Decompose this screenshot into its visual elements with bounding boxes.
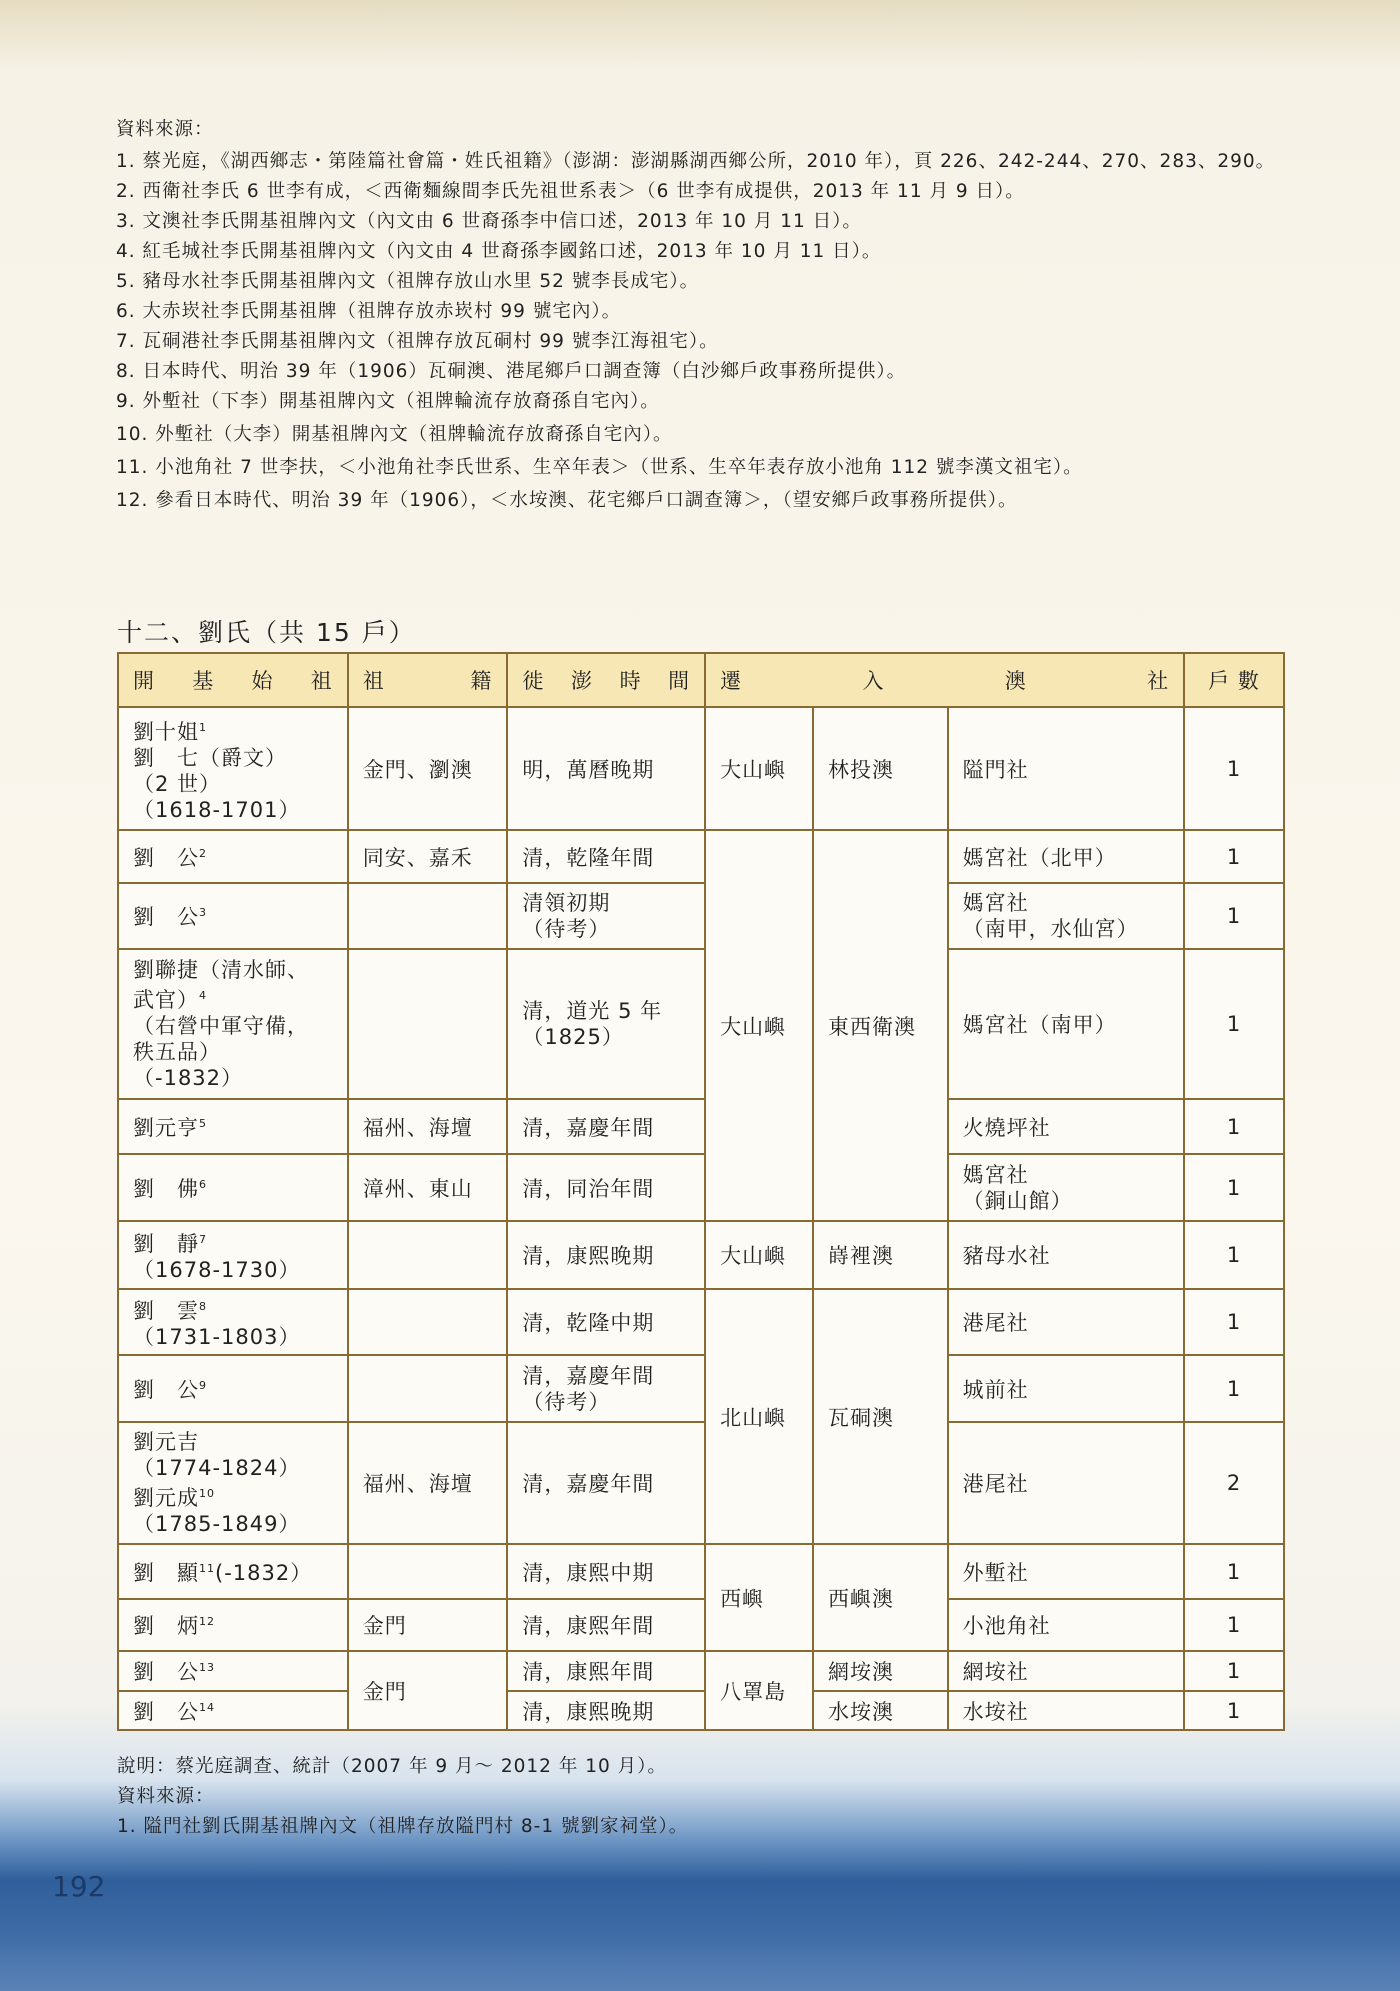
explanation-note: 說明：蔡光庭調查、統計（2007 年 9 月～ 2012 年 10 月）。 (117, 1756, 667, 1777)
period-cell: 清，康熙晚期 (507, 1221, 705, 1289)
count-cell: 1 (1184, 1691, 1284, 1730)
origin-cell (348, 1221, 508, 1289)
origin-cell: 金門 (348, 1651, 508, 1730)
ao-cell: 嵵裡澳 (813, 1221, 948, 1289)
ao-cell: 西嶼澳 (813, 1544, 948, 1651)
founder-cell: 劉元亨$^5$ (118, 1099, 348, 1154)
founder-cell: 劉 靜$^7$ （1678-1730） (118, 1221, 348, 1289)
island-cell: 大山嶼 (705, 1221, 813, 1289)
she-cell: 城前社 (948, 1355, 1184, 1422)
she-cell: 媽宮社 （銅山館） (948, 1154, 1184, 1221)
section-title: 十二、劉氏（共 15 戶） (117, 618, 416, 647)
she-cell: 豬母水社 (948, 1221, 1184, 1289)
she-cell: 水垵社 (948, 1691, 1184, 1730)
island-cell: 大山嶼 (705, 707, 813, 830)
founder-cell: 劉 公$^{14}$ (118, 1691, 348, 1730)
period-cell: 清，嘉慶年間 (507, 1422, 705, 1544)
period-cell: 清，嘉慶年間 (507, 1099, 705, 1154)
ao-cell: 水垵澳 (813, 1691, 948, 1730)
she-cell: 港尾社 (948, 1289, 1184, 1355)
table-row (118, 1221, 1284, 1289)
count-cell: 1 (1184, 1154, 1284, 1221)
page-number: 192 (52, 1870, 106, 1903)
ao-cell: 瓦硐澳 (813, 1289, 948, 1544)
source-item: 11. 小池角社 7 世李扶，＜小池角社李氏世系、生卒年表＞（世系、生卒年表存放小池角 112 號李漢文祖宅）。 (116, 457, 1083, 478)
origin-cell: 福州、海壇 (348, 1099, 508, 1154)
source-item: 3. 文澳社李氏開基祖牌內文（內文由 6 世裔孫李中信口述，2013 年 10 月 11 日）。 (116, 211, 862, 232)
source-item: 2. 西衛社李氏 6 世李有成，＜西衛麵線間李氏先祖世系表＞（6 世李有成提供，2013 年 11 月 9 日）。 (116, 181, 1025, 202)
founder-cell: 劉 公$^2$ (118, 830, 348, 883)
period-cell: 清，道光 5 年 （1825） (507, 949, 705, 1099)
notes-sources-header: 資料來源： (117, 1786, 215, 1807)
notes-source-item: 1. 隘門社劉氏開基祖牌內文（祖牌存放隘門村 8-1 號劉家祠堂）。 (117, 1816, 689, 1837)
period-cell: 清領初期 （待考） (507, 883, 705, 949)
table-header-row (118, 653, 1284, 707)
founder-cell: 劉 公$^9$ (118, 1355, 348, 1422)
period-cell: 清，康熙中期 (507, 1544, 705, 1599)
period-cell: 清，嘉慶年間 （待考） (507, 1355, 705, 1422)
period-cell: 清，康熙年間 (507, 1599, 705, 1651)
she-cell: 媽宮社（北甲） (948, 830, 1184, 883)
count-cell: 2 (1184, 1422, 1284, 1544)
table-row (118, 830, 1284, 883)
she-cell: 媽宮社 （南甲，水仙宮） (948, 883, 1184, 949)
count-cell: 1 (1184, 1289, 1284, 1355)
founder-cell: 劉 公$^{13}$ (118, 1651, 348, 1691)
she-cell: 媽宮社（南甲） (948, 949, 1184, 1099)
source-item: 6. 大赤崁社李氏開基祖牌（祖牌存放赤崁村 99 號宅內）。 (116, 301, 622, 322)
founder-cell: 劉元吉 （1774-1824） 劉元成$^{10}$ （1785-1849） (118, 1422, 348, 1544)
island-cell: 大山嶼 (705, 830, 813, 1221)
table-row (118, 1651, 1284, 1691)
founder-cell: 劉 炳$^{12}$ (118, 1599, 348, 1651)
founder-cell: 劉 公$^3$ (118, 883, 348, 949)
origin-cell: 漳州、東山 (348, 1154, 508, 1221)
table-row (118, 707, 1284, 830)
count-cell: 1 (1184, 1221, 1284, 1289)
header-origin: 祖 籍 (348, 653, 508, 707)
founder-cell: 劉聯捷（清水師、 武官）$^4$ （右營中軍守備， 秩五品） （-1832） (118, 949, 348, 1099)
founder-cell: 劉 雲$^8$ （1731-1803） (118, 1289, 348, 1355)
header-migrate: 遷 入 澳 社 (705, 653, 1184, 707)
source-item: 8. 日本時代、明治 39 年（1906）瓦硐澳、港尾鄉戶口調查簿（白沙鄉戶政事務所提供）。 (116, 361, 907, 382)
count-cell: 1 (1184, 1544, 1284, 1599)
ao-cell: 東西衛澳 (813, 830, 948, 1221)
period-cell: 清，同治年間 (507, 1154, 705, 1221)
she-cell: 小池角社 (948, 1599, 1184, 1651)
ao-cell: 林投澳 (813, 707, 948, 830)
origin-cell (348, 949, 508, 1099)
table-row (118, 1289, 1284, 1355)
period-cell: 清，乾隆年間 (507, 830, 705, 883)
origin-cell (348, 1289, 508, 1355)
count-cell: 1 (1184, 830, 1284, 883)
sources-block (116, 115, 1296, 516)
source-item: 10. 外塹社（大李）開基祖牌內文（祖牌輪流存放裔孫自宅內）。 (116, 424, 673, 445)
table-row (118, 1691, 1284, 1730)
table-row (118, 1422, 1284, 1544)
notes-block (117, 1752, 688, 1842)
origin-cell: 金門 (348, 1599, 508, 1651)
header-households: 戶 數 (1184, 653, 1284, 707)
source-item: 12. 參看日本時代、明治 39 年（1906），＜水垵澳、花宅鄉戶口調查簿＞，（望安鄉戶政事務所提供）。 (116, 490, 1018, 511)
table-row (118, 949, 1284, 1099)
table-row (118, 1154, 1284, 1221)
source-item: 1. 蔡光庭，《湖西鄉志・第陸篇社會篇・姓氏祖籍》（澎湖：澎湖縣湖西鄉公所，2010 年），頁 226、242-244、270、283、290。 (116, 151, 1276, 172)
top-decorative-band (0, 0, 1400, 70)
founder-cell: 劉 顯$^{11}$(-1832） (118, 1544, 348, 1599)
she-cell: 港尾社 (948, 1422, 1184, 1544)
table-row (118, 1099, 1284, 1154)
table-row (118, 1355, 1284, 1422)
origin-cell: 金門、瀏澳 (348, 707, 508, 830)
count-cell: 1 (1184, 1651, 1284, 1691)
she-cell: 隘門社 (948, 707, 1184, 830)
source-item: 9. 外塹社（下李）開基祖牌內文（祖牌輪流存放裔孫自宅內）。 (116, 391, 660, 412)
source-item: 5. 豬母水社李氏開基祖牌內文（祖牌存放山水里 52 號李長成宅）。 (116, 271, 700, 292)
origin-cell (348, 1355, 508, 1422)
count-cell: 1 (1184, 883, 1284, 949)
liu-clan-table (117, 652, 1285, 1731)
source-item: 7. 瓦硐港社李氏開基祖牌內文（祖牌存放瓦硐村 99 號李江海祖宅）。 (116, 331, 719, 352)
she-cell: 火燒坪社 (948, 1099, 1184, 1154)
period-cell: 清，乾隆中期 (507, 1289, 705, 1355)
she-cell: 網垵社 (948, 1651, 1184, 1691)
origin-cell: 同安、嘉禾 (348, 830, 508, 883)
count-cell: 1 (1184, 1599, 1284, 1651)
founder-cell: 劉 佛$^6$ (118, 1154, 348, 1221)
header-founder: 開 基 始 祖 (118, 653, 348, 707)
period-cell: 明，萬曆晚期 (507, 707, 705, 830)
count-cell: 1 (1184, 1099, 1284, 1154)
island-cell: 北山嶼 (705, 1289, 813, 1544)
period-cell: 清，康熙年間 (507, 1651, 705, 1691)
header-period: 徙 澎 時 間 (507, 653, 705, 707)
island-cell: 西嶼 (705, 1544, 813, 1651)
origin-cell (348, 883, 508, 949)
she-cell: 外塹社 (948, 1544, 1184, 1599)
island-cell: 八罩島 (705, 1651, 813, 1730)
table-row (118, 1599, 1284, 1651)
table-row (118, 883, 1284, 949)
source-item: 4. 紅毛城社李氏開基祖牌內文（內文由 4 世裔孫李國銘口述，2013 年 10 月 11 日）。 (116, 241, 882, 262)
table-row (118, 1544, 1284, 1599)
ao-cell: 網垵澳 (813, 1651, 948, 1691)
origin-cell: 福州、海壇 (348, 1422, 508, 1544)
count-cell: 1 (1184, 707, 1284, 830)
count-cell: 1 (1184, 949, 1284, 1099)
period-cell: 清，康熙晚期 (507, 1691, 705, 1730)
count-cell: 1 (1184, 1355, 1284, 1422)
sources-header: 資料來源： (116, 119, 214, 140)
origin-cell (348, 1544, 508, 1599)
founder-cell: 劉十姐$^1$ 劉 七（爵文） （2 世） （1618-1701） (118, 707, 348, 830)
